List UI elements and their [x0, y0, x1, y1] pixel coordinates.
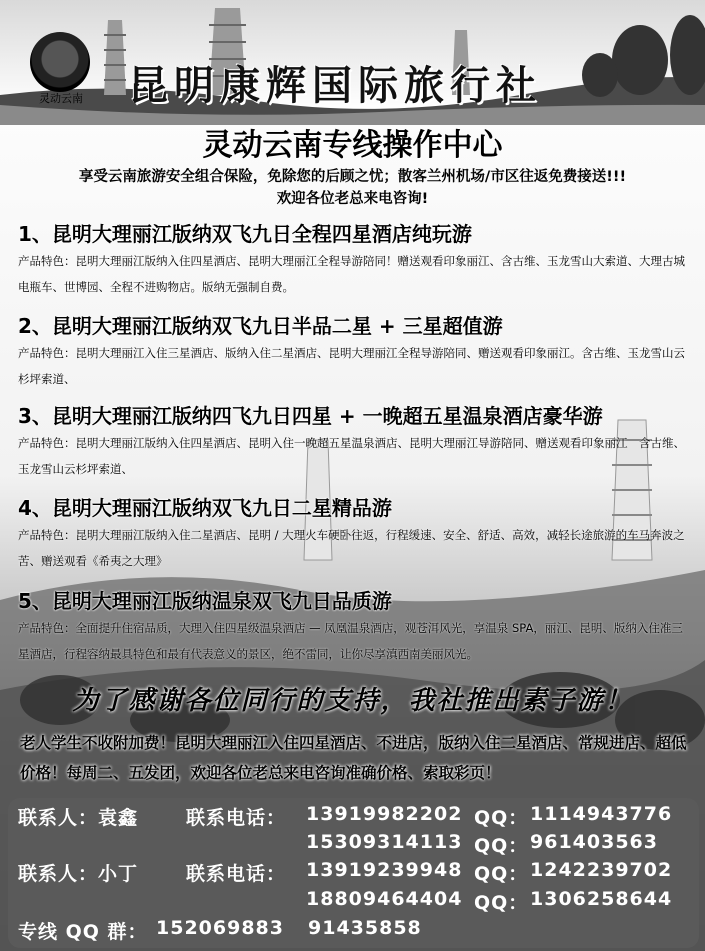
contact-1-qq-2: 961403563 [530, 831, 658, 853]
route-2-desc: 产品特色：昆明大理丽江入住三星酒店、版纳入住二星酒店、昆明大理丽江全程导游陪同、赠送观看印象丽江。含古维、玉龙雪山云杉坪索道、 [18, 346, 685, 386]
logo-caption: 灵动云南 [39, 92, 83, 105]
agency-name: 昆明康辉国际旅行社 [128, 62, 542, 109]
group-qq-label: 专线 QQ 群： [18, 921, 148, 943]
contact-2-phone: 13919239948 [306, 859, 463, 881]
promo-text: 老人学生不收附加费！昆明大理丽江入住四星酒店、不进店，版纳入住二星酒店、常规进店、超低价格！每周二、五发团，欢迎各位老总来电咨询准确价格、索取彩页！ [20, 734, 687, 782]
route-2-title: 2、昆明大理丽江版纳双飞九日半品二星 + 三星超值游 [18, 314, 503, 338]
contact-2-qq-label-2: QQ： [474, 892, 529, 914]
contact-2-qq: 1242239702 [530, 859, 673, 881]
group-qq-1: 152069883 [156, 917, 284, 939]
route-5-desc: 产品特色：全面提升住宿品质，大理入住四星级温泉酒店 — 凤凰温泉酒店，观苍洱风光，享温泉 SPA，丽江、昆明、版纳入住准三星酒店，行程容纳最具特色和最有代表意义的景区，绝不雷同，让你尽享滇西南美丽风光。 [18, 621, 683, 661]
contact-2-phone-label: 联系电话： [186, 863, 287, 885]
contact-1-name: 联系人：袁鑫 [18, 807, 139, 829]
group-qq-2: 91435858 [308, 917, 422, 939]
contact-1-phone-label: 联系电话： [186, 807, 287, 829]
contact-1-qq-label-2: QQ： [474, 835, 529, 857]
contact-2-name: 联系人：小丁 [18, 863, 139, 885]
contact-2-qq-2: 1306258644 [530, 888, 673, 910]
agency-logo [30, 32, 90, 92]
contact-1-qq-label: QQ： [474, 807, 529, 829]
contact-1-qq: 1114943776 [530, 803, 673, 825]
contact-2-qq-label: QQ： [474, 863, 529, 885]
thanks-slogan: 为了感谢各位同行的支持，我社推出素子游！ [72, 686, 633, 716]
center-name: 灵动云南专线操作中心 [202, 128, 503, 163]
route-4-title: 4、昆明大理丽江版纳双飞九日二星精品游 [18, 496, 392, 520]
contact-1-phone: 13919982202 [306, 803, 463, 825]
contact-panel [8, 798, 699, 948]
contact-2-phone-2: 18809464404 [306, 888, 463, 910]
route-5-title: 5、昆明大理丽江版纳温泉双飞九日品质游 [18, 589, 392, 613]
route-1-title: 1、昆明大理丽江版纳双飞九日全程四星酒店纯玩游 [18, 222, 472, 246]
route-1-desc: 产品特色：昆明大理丽江版纳入住四星酒店、昆明大理丽江全程导游陪同！赠送观看印象丽江、含古维、玉龙雪山大索道、大理古城电瓶车、世博园、全程不进购物店。版纳无强制自费。 [18, 254, 685, 294]
contact-1-phone-2: 15309314113 [306, 831, 463, 853]
route-3-title: 3、昆明大理丽江版纳四飞九日四星 + 一晚超五星温泉酒店豪华游 [18, 404, 603, 428]
insurance-notice: 享受云南旅游安全组合保险，免除您的后顾之忧；散客兰州机场/市区往返免费接送!!! [78, 169, 627, 185]
welcome-notice: 欢迎各位老总来电咨询! [276, 191, 429, 207]
route-3-desc: 产品特色：昆明大理丽江版纳入住四星酒店、昆明入住一晚超五星温泉酒店、昆明大理丽江导游陪同、赠送观看印象丽江 含古维、玉龙雪山云杉坪索道、 [18, 436, 685, 476]
route-4-desc: 产品特色：昆明大理丽江版纳入住二星酒店、昆明 / 大理火车硬卧往返，行程缓速、安全、舒适、高效，减轻长途旅游的车马奔波之苦、赠送观看《希夷之大理》 [18, 528, 685, 568]
